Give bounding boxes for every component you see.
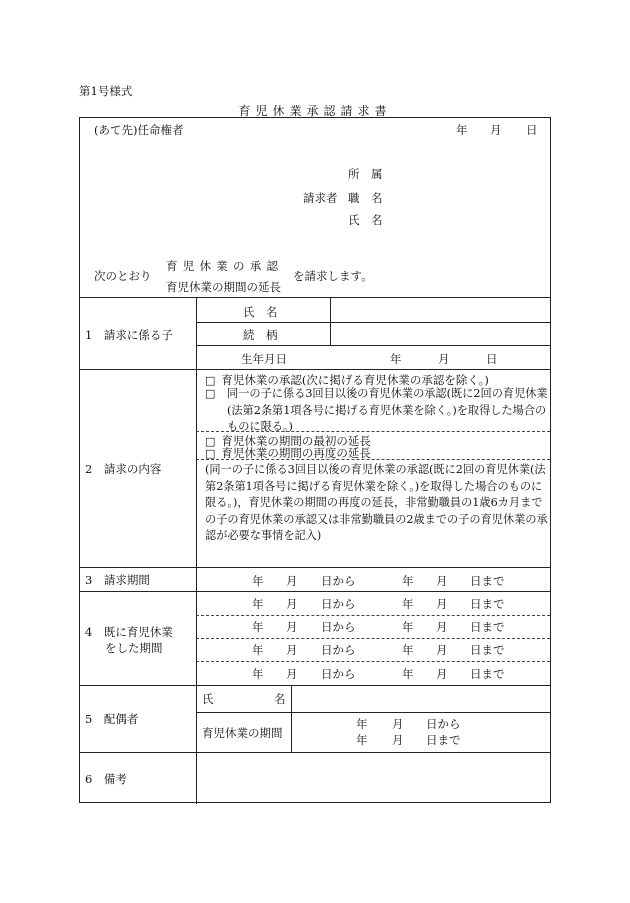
child-name-field[interactable] xyxy=(331,304,549,321)
section4-label-line2: をした期間 xyxy=(105,641,163,655)
checkbox-icon[interactable]: □ xyxy=(205,387,216,400)
form-number: 第1号様式 xyxy=(79,84,133,98)
requester-label: 請求者 xyxy=(303,191,338,205)
section5-label: 5 配偶者 xyxy=(85,712,139,726)
request-form: (あて先)任命権者 年 月 日 請求者 所 属 職 名 氏 名 次のとおり 育 児 休 業 の 承 認 育児休業の期間の延長 を請求します。 1 請求に係る子 2 請求の内容 3 請求期間 4 既に育児休業 をした期間 5 配偶者 6 備考 氏 名 続 柄 生年月日 年 月 日 □ 育児休業の承認(次に掲げる育児休業の承認を除く。) □ 同一の子に係る3回目以後の育児休業の承認(既に2回の育児休業(法第2条第1項各号に掲げる育児休業を除く。)を取得した場合のものに限る。) □ 育児休業の期間の最初の延長 □ 育児休業の期間の再度の延長 (同一の子に係る3回目以後の育児休業の承認(既に2回の育児休業(法第2条第1項各号に掲げる育児休業を除く。)を取得した場合のものに限る。)，育児休業の期間の再度の延長，非常勤職員の1歳6カ月までの子の育児休業の承認又は非常勤職員の2歳までの子の育児休業の承認が必要な事情を記入) 年 月 日から 年 月 日まで 年 月 日から 年 月 日まで 年 月 日から 年 月 日まで 年 月 日から 年 月 日まで 年 月 日から 年 月 日まで 氏 名 育児休業の期間 年 月 日から 年 月 日まで xyxy=(79,117,551,803)
section2-label: 2 請求の内容 xyxy=(85,462,162,476)
child-relation-label: 続 柄 xyxy=(243,328,278,342)
child-relation-field[interactable] xyxy=(331,327,549,344)
child-birth-label: 生年月日 xyxy=(241,352,287,366)
request-option-4[interactable]: □ 育児休業の期間の再度の延長 xyxy=(205,446,371,460)
checkbox-icon[interactable]: □ xyxy=(205,435,216,448)
section6-label: 6 備考 xyxy=(85,772,127,786)
request-reason-note: (同一の子に係る3回目以後の育児休業の承認(既に2回の育児休業(法第2条第1項各号に掲げる育児休業を除く。)を取得した場合のものに限る。)，育児休業の期間の再度の延長，非常勤職員の1歳6カ月までの子の育児休業の承認又は非常勤職員の2歳までの子の育児休業の承認が必要な事情を記入) xyxy=(205,463,548,542)
spouse-name-field[interactable] xyxy=(292,686,549,711)
intro-option-extension: 育児休業の期間の延長 xyxy=(166,280,281,294)
affiliation-label: 所 属 xyxy=(348,167,383,181)
request-option-2[interactable]: □ 同一の子に係る3回目以後の育児休業の承認(既に2回の育児休業(法第2条第1項各号に掲げる育児休業を除く。)を取得した場合のものに限る。) xyxy=(205,387,548,433)
spouse-period-label: 育児休業の期間 xyxy=(202,726,283,740)
name-label: 氏 名 xyxy=(348,213,383,227)
request-option-1[interactable]: □ 育児休業の承認(次に掲げる育児休業の承認を除く。) xyxy=(205,373,489,387)
checkbox-icon[interactable]: □ xyxy=(205,447,216,460)
position-label: 職 名 xyxy=(348,191,383,205)
request-option-3[interactable]: □ 育児休業の期間の最初の延長 xyxy=(205,434,371,448)
section1-label: 1 請求に係る子 xyxy=(85,328,173,342)
intro-suffix: を請求します。 xyxy=(293,269,373,283)
remarks-field[interactable] xyxy=(197,753,549,803)
document-title: 育児休業承認請求書 xyxy=(238,104,392,118)
section3-label: 3 請求期間 xyxy=(85,573,150,587)
child-name-label: 氏 名 xyxy=(243,305,278,319)
addressee: (あて先)任命権者 xyxy=(94,123,184,137)
checkbox-icon[interactable]: □ xyxy=(205,374,216,387)
intro-prefix: 次のとおり xyxy=(94,269,152,283)
section4-label-line1: 4 既に育児休業 xyxy=(85,625,173,639)
intro-option-approval: 育 児 休 業 の 承 認 xyxy=(166,259,278,273)
